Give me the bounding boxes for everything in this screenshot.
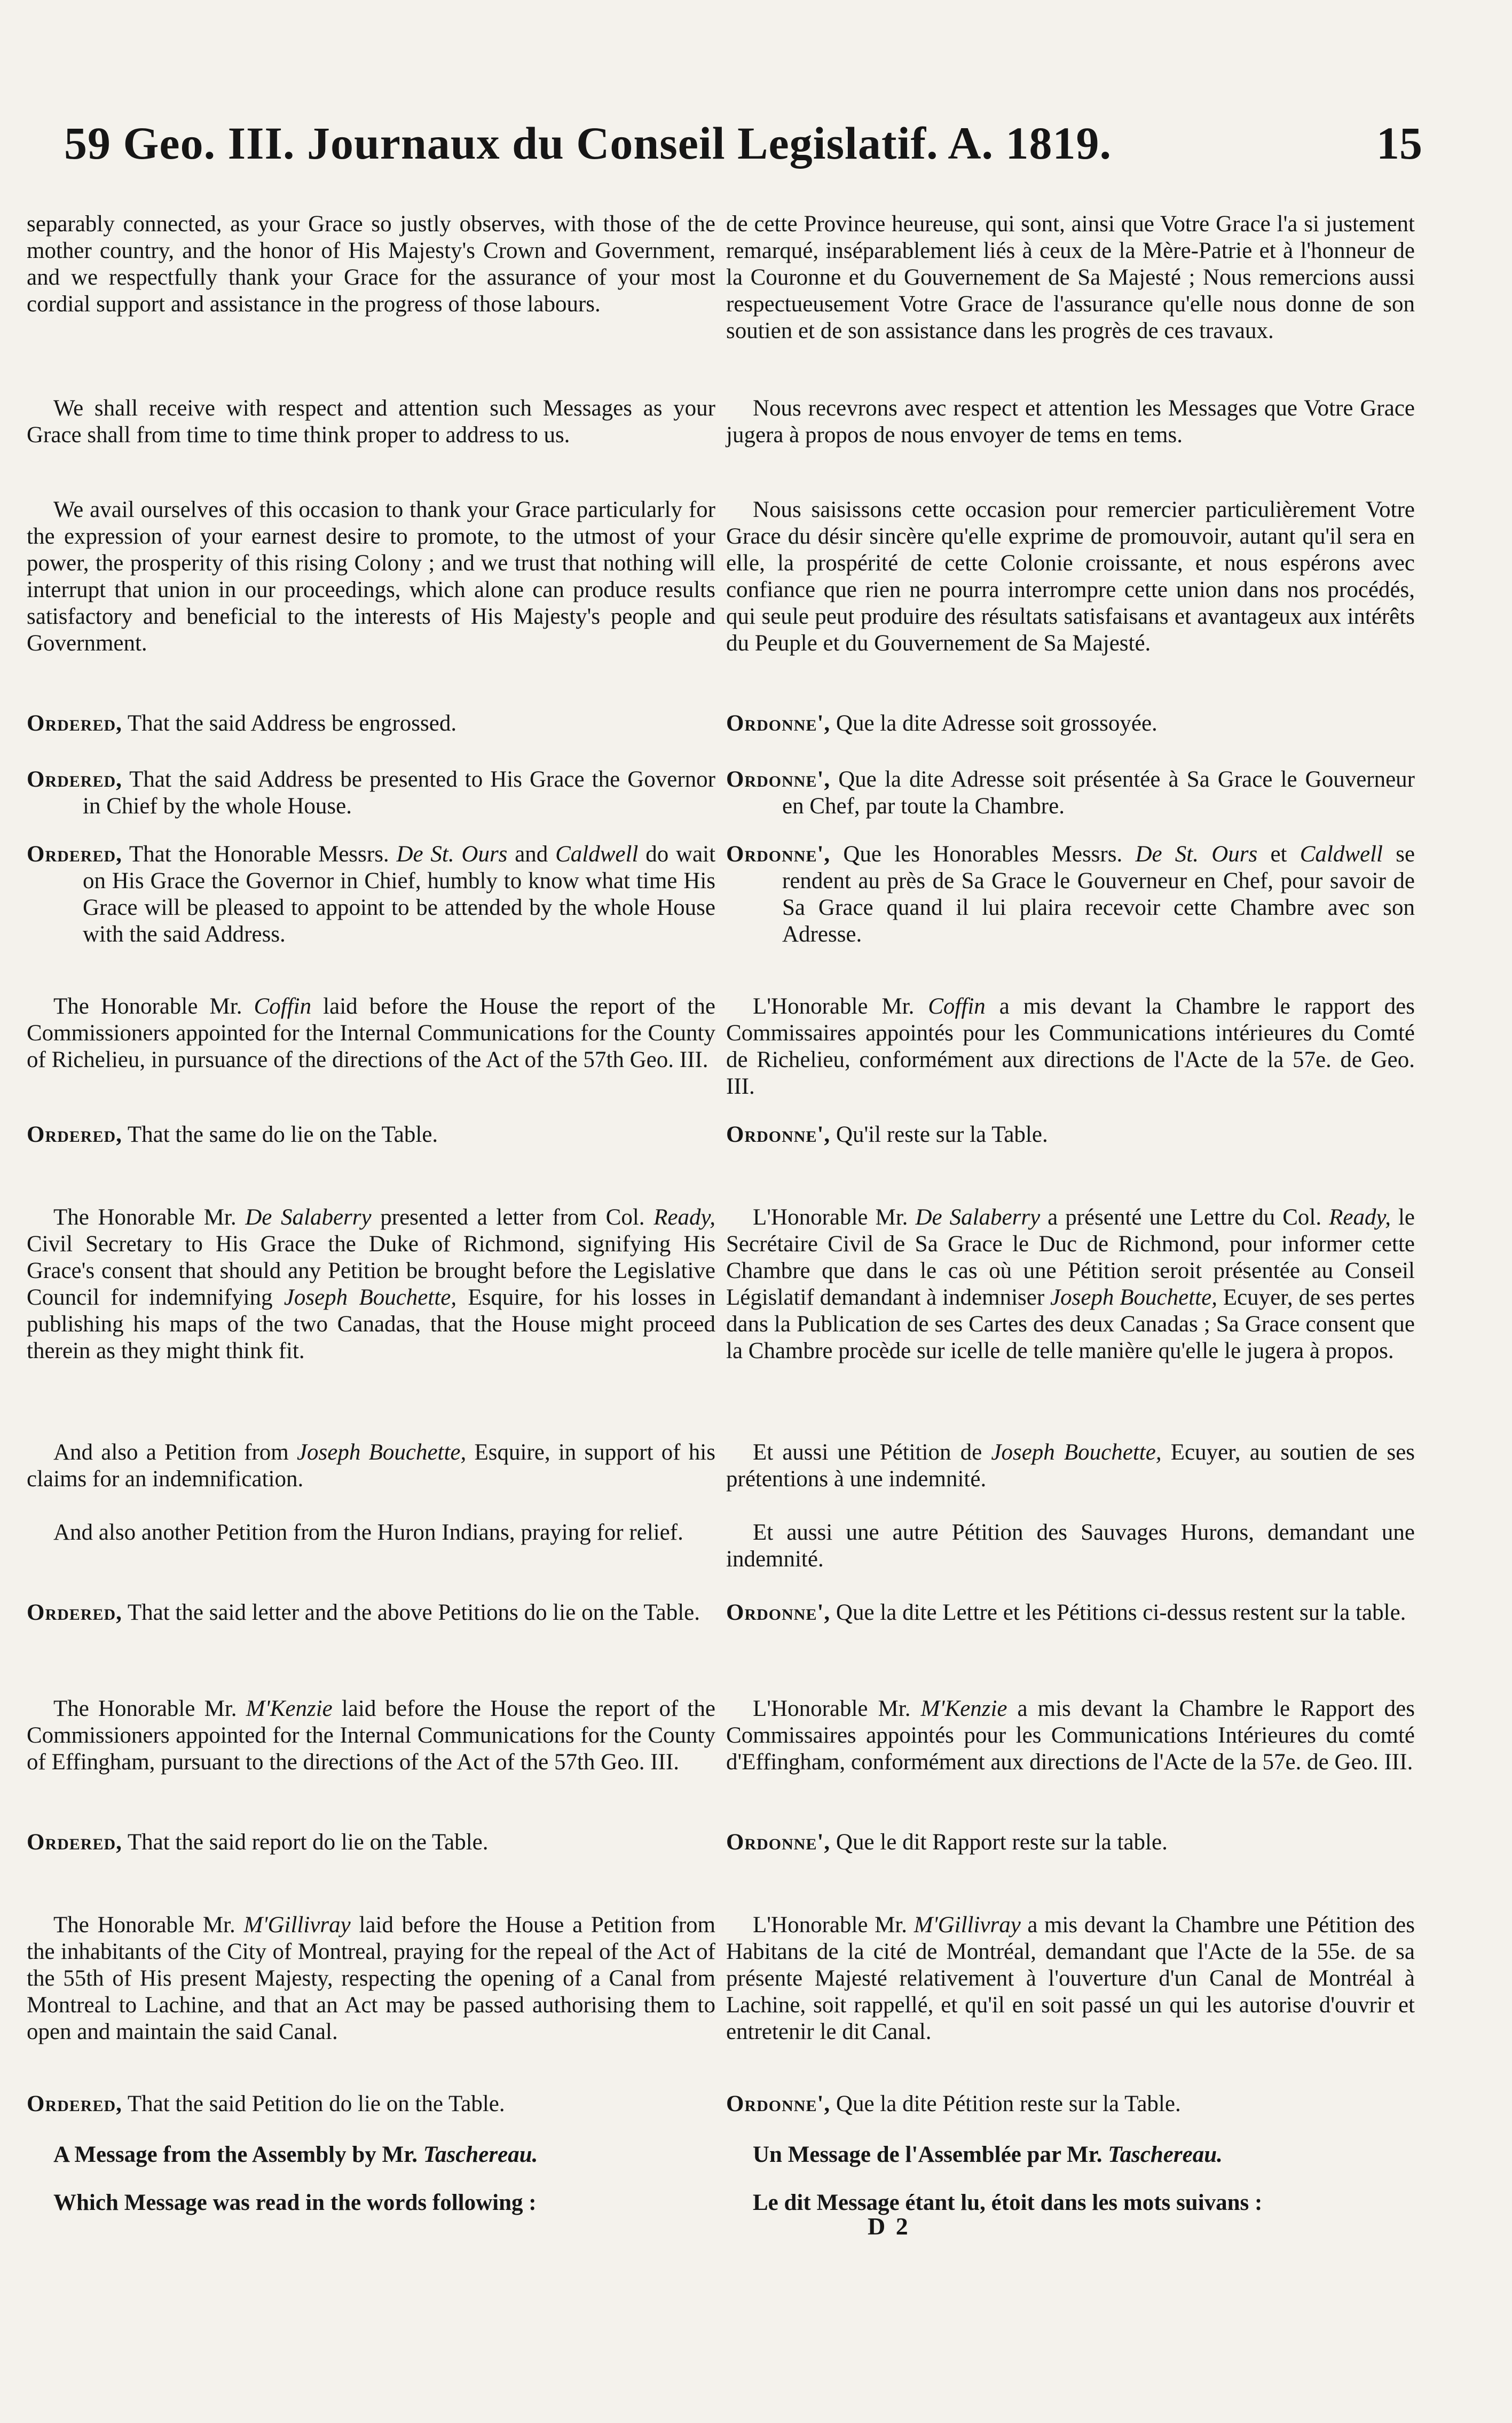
en-coffin-report: [27, 993, 715, 1073]
para-text: Un Message de l'Assemblée par Mr.: [753, 2142, 1102, 2167]
person-name: De St. Ours: [396, 842, 508, 867]
order-text: That the said Address be presented to His Grace the Governor in Chief by the whole House.: [83, 767, 715, 819]
person-name: M'Kenzie: [920, 1696, 1007, 1721]
fr-order-wait-on: [726, 841, 1415, 948]
person-name: Taschereau.: [423, 2142, 538, 2167]
fr-order-presented: [726, 766, 1415, 820]
fr-order-petition-lie: [726, 2091, 1415, 2118]
fr-paragraph-1: de cette Province heureuse, qui sont, ainsi que Votre Grace l'a si justement remarqué, inséparablement liés à ceux de la Mère-Patrie et à l'honneur de la Couronne et du Gouvernement de Sa Majesté ; Nous remercions aussi respectueusement Votre Grace de l'assurance qu'elle nous donne de son soutien et de son assistance dans les progrès de ces travaux.: [726, 211, 1415, 343]
order-text: Que la dite Lettre et les Pétitions ci-dessus restent sur la table.: [836, 1600, 1406, 1625]
person-name: De Salaberry: [915, 1205, 1041, 1230]
para-text: le Secrétaire Civil de Sa Grace le Duc de Richmond, pour informer cette Chambre que dans le cas où une Pétition seroit présentée au Conseil Législatif demandant à indemniser: [726, 1205, 1415, 1310]
fr-message-read: Le dit Message étant lu, étoit dans les mots suivans :: [753, 2190, 1263, 2215]
ordonne-label: Ordonne',: [726, 1600, 831, 1625]
para-text: Esquire, for his losses in publishing his maps of the two Canadas, that the House might proceed therein as they might think fit.: [27, 1285, 716, 1363]
ordonne-label: Ordonne',: [726, 2091, 831, 2116]
para-text: Et aussi une Pétition de: [753, 1440, 982, 1465]
order-text: That the said letter and the above Petitions do lie on the Table.: [127, 1600, 700, 1625]
para-text: A Message from the Assembly by Mr.: [53, 2142, 418, 2167]
en-paragraph-1: separably connected, as your Grace so justly observes, with those of the mother country, and the honor of His Majesty's Crown and Government, and we respectfully thank your Grace for the assurance of your most cordial support and assistance in the progress of those labours.: [27, 211, 715, 317]
para-text: L'Honorable Mr.: [753, 1205, 908, 1230]
page-number: 15: [1376, 117, 1422, 169]
person-name: Caldwell: [555, 842, 639, 867]
order-text: Que la dite Pétition reste sur la Table.: [836, 2091, 1181, 2116]
order-text: se rendent au près de Sa Grace le Gouverneur en Chef, pour savoir de Sa Grace quand il lui plaira recevoir cette Chambre avec son Adresse.: [782, 842, 1415, 947]
page-header: [0, 116, 1512, 181]
en-huron-petition: And also another Petition from the Huron Indians, praying for relief.: [53, 1520, 683, 1545]
person-name: Ready,: [1329, 1205, 1391, 1230]
para-text: The Honorable Mr.: [53, 994, 242, 1019]
para-text: Ecuyer, de ses pertes dans la Publication de ses Cartes des deux Canadas ; Sa Grace consent que la Chambre procède sur icelle de telle manière qu'elle le jugera à propos.: [726, 1285, 1415, 1363]
en-mgillivray-petition: [27, 1912, 715, 2045]
person-name: M'Kenzie: [246, 1696, 333, 1721]
order-text: Que la dite Adresse soit présentée à Sa Grace le Gouverneur en Chef, par toute la Chambre.: [782, 767, 1415, 819]
para-text: Esquire, in support of his claims for an indemnification.: [27, 1440, 715, 1492]
para-text: The Honorable Mr.: [53, 1696, 237, 1721]
person-name: De St. Ours: [1135, 842, 1258, 867]
para-text: a mis devant la Chambre une Pétition des Habitans de la cité de Montréal, demandant que l'Acte de la 55e. de sa présente Majesté relativement à l'ouverture d'un Canal de Montréal à Lachine, soit rappellé, et qu'il en soit passé un qui les autorise d'ouvrir et entretenir le dit Canal.: [726, 1912, 1415, 2044]
para-text: The Honorable Mr.: [53, 1205, 237, 1230]
para-text: The Honorable Mr.: [53, 1912, 235, 1938]
fr-paragraph-3: Nous saisissons cette occasion pour remercier particulièrement Votre Grace du désir sincère qu'elle exprime de promouvoir, autant qu'il sera en elle, la prospérité de cette Colonie croissante, et nous espérons avec confiance que rien ne pourra interrompre cette union dans nos procédés, qui seule peut produire des résultats satisfaisans et avantageux aux intérêts du Peuple et du Gouvernement de Sa Majesté.: [726, 497, 1415, 656]
para-text: a mis devant la Chambre le Rapport des Commissaires appointés pour les Communications Intérieures du comté d'Effingham, conformément aux directions de l'Acte de la 57e. de Geo. III.: [726, 1696, 1415, 1775]
ordered-label: Ordered,: [27, 767, 122, 792]
person-name: Joseph Bouchette,: [284, 1285, 457, 1310]
order-text: Que les Honorables Messrs.: [843, 842, 1123, 867]
fr-mgillivray-petition: [726, 1912, 1415, 2045]
fr-order-lie-table: [726, 1122, 1415, 1148]
person-name: M'Gillivray: [914, 1912, 1021, 1938]
person-name: Caldwell: [1300, 842, 1383, 867]
order-text: et: [1270, 842, 1287, 867]
para-text: And also a Petition from: [53, 1440, 289, 1465]
ordered-label: Ordered,: [27, 711, 122, 736]
para-text: presented a letter from Col.: [380, 1205, 645, 1230]
fr-message-assembly: [726, 2142, 1415, 2168]
para-text: L'Honorable Mr.: [753, 1696, 911, 1721]
fr-mkenzie-report: [726, 1696, 1415, 1776]
ordered-label: Ordered,: [27, 1830, 122, 1855]
ordonne-label: Ordonne',: [726, 1830, 831, 1855]
en-order-petitions-lie: [27, 1599, 715, 1626]
order-text: That the said Petition do lie on the Table.: [127, 2091, 505, 2116]
order-text: Qu'il reste sur la Table.: [836, 1122, 1048, 1147]
para-text: Civil Secretary to His Grace the Duke of Richmond, signifying His Grace's consent that should any Petition be brought before the Legislative Council for indemnifying: [27, 1232, 715, 1310]
en-order-report-lie: [27, 1829, 715, 1856]
en-paragraph-3: We avail ourselves of this occasion to thank your Grace particularly for the expression of your earnest desire to promote, to the utmost of your power, the prosperity of this rising Colony ; and we trust that nothing will interrupt that union in our proceedings, which alone can produce results satisfactory and beneficial to the interests of His Majesty's people and Government.: [27, 497, 715, 656]
order-text: That the same do lie on the Table.: [127, 1122, 438, 1147]
en-salaberry-letter: [27, 1204, 715, 1365]
ordered-label: Ordered,: [27, 1600, 122, 1625]
order-text: Que le dit Rapport reste sur la table.: [836, 1830, 1168, 1855]
ordered-label: Ordered,: [27, 842, 122, 867]
order-text: That the said Address be engrossed.: [127, 711, 457, 736]
para-text: laid before the House the report of the Commissioners appointed for the Internal Communications for the County of Richelieu, in pursuance of the directions of the Act of the 57th Geo. III.: [27, 994, 716, 1072]
order-text: do wait on His Grace the Governor in Chief, humbly to know what time His Grace will be pleased to appoint to be attended by the whole House with the said Address.: [83, 842, 716, 947]
en-order-engrossed: [27, 710, 715, 737]
ordonne-label: Ordonne',: [726, 1122, 831, 1147]
person-name: Coffin: [254, 994, 312, 1019]
para-text: L'Honorable Mr.: [753, 1912, 907, 1938]
en-paragraph-2: We shall receive with respect and attention such Messages as your Grace shall from time to time think proper to address to us.: [27, 396, 715, 448]
en-mkenzie-report: [27, 1696, 715, 1776]
para-text: Ecuyer, au soutien de ses prétentions à une indemnité.: [726, 1440, 1415, 1492]
fr-huron-petition: Et aussi une autre Pétition des Sauvages Hurons, demandant une indemnité.: [726, 1520, 1415, 1572]
fr-paragraph-2: Nous recevrons avec respect et attention les Messages que Votre Grace jugera à propos de nous envoyer de tems en tems.: [726, 396, 1415, 448]
ordonne-label: Ordonne',: [726, 767, 831, 792]
order-text: That the said report do lie on the Table.: [127, 1830, 489, 1855]
ordered-label: Ordered,: [27, 2091, 122, 2116]
signature-mark: D 2: [868, 2213, 910, 2240]
order-text: Que la dite Adresse soit grossoyée.: [836, 711, 1157, 736]
en-message-read: Which Message was read in the words following :: [53, 2190, 537, 2215]
para-text: a mis devant la Chambre le rapport des Commissaires appointés pour les Communications intérieures du Comté de Richelieu, conformément aux directions de l'Acte de la 57e. de Geo. III.: [726, 994, 1415, 1099]
order-text: That the Honorable Messrs.: [129, 842, 389, 867]
ordonne-label: Ordonne',: [726, 842, 831, 867]
en-order-presented: [27, 766, 715, 820]
en-message-assembly: [27, 2142, 715, 2168]
para-text: L'Honorable Mr.: [753, 994, 915, 1019]
person-name: Joseph Bouchette,: [1050, 1285, 1217, 1310]
person-name: Coffin: [928, 994, 986, 1019]
fr-bouchette-petition: [726, 1439, 1415, 1493]
fr-coffin-report: [726, 993, 1415, 1100]
person-name: Taschereau.: [1108, 2142, 1223, 2167]
ordonne-label: Ordonne',: [726, 711, 831, 736]
person-name: M'Gillivray: [243, 1912, 351, 1938]
order-text: and: [515, 842, 548, 867]
fr-order-engrossed: [726, 710, 1415, 737]
person-name: De Salaberry: [245, 1205, 372, 1230]
para-text: a présenté une Lettre du Col.: [1048, 1205, 1322, 1230]
person-name: Joseph Bouchette,: [991, 1440, 1162, 1465]
ordered-label: Ordered,: [27, 1122, 122, 1147]
fr-salaberry-letter: [726, 1204, 1415, 1365]
para-text: laid before the House the report of the Commissioners appointed for the Internal Communications for the County of Effingham, pursuant to the directions of the Act of the 57th Geo. III.: [27, 1696, 716, 1775]
running-title: 59 Geo. III. Journaux du Conseil Legislatif. A. 1819.: [64, 117, 1112, 169]
fr-order-petitions-lie: [726, 1599, 1415, 1626]
person-name: Ready,: [653, 1205, 716, 1230]
en-bouchette-petition: [27, 1439, 715, 1493]
para-text: laid before the House a Petition from the inhabitants of the City of Montreal, praying for the repeal of the Act of the 55th of His present Majesty, respecting the opening of a Canal from Montreal to Lachine, and that an Act may be passed authorising them to open and maintain the said Canal.: [27, 1912, 715, 2044]
en-order-wait-on: [27, 841, 715, 948]
en-order-petition-lie: [27, 2091, 715, 2118]
fr-order-report-lie: [726, 1829, 1415, 1856]
en-order-lie-table: [27, 1122, 715, 1148]
person-name: Joseph Bouchette,: [296, 1440, 467, 1465]
